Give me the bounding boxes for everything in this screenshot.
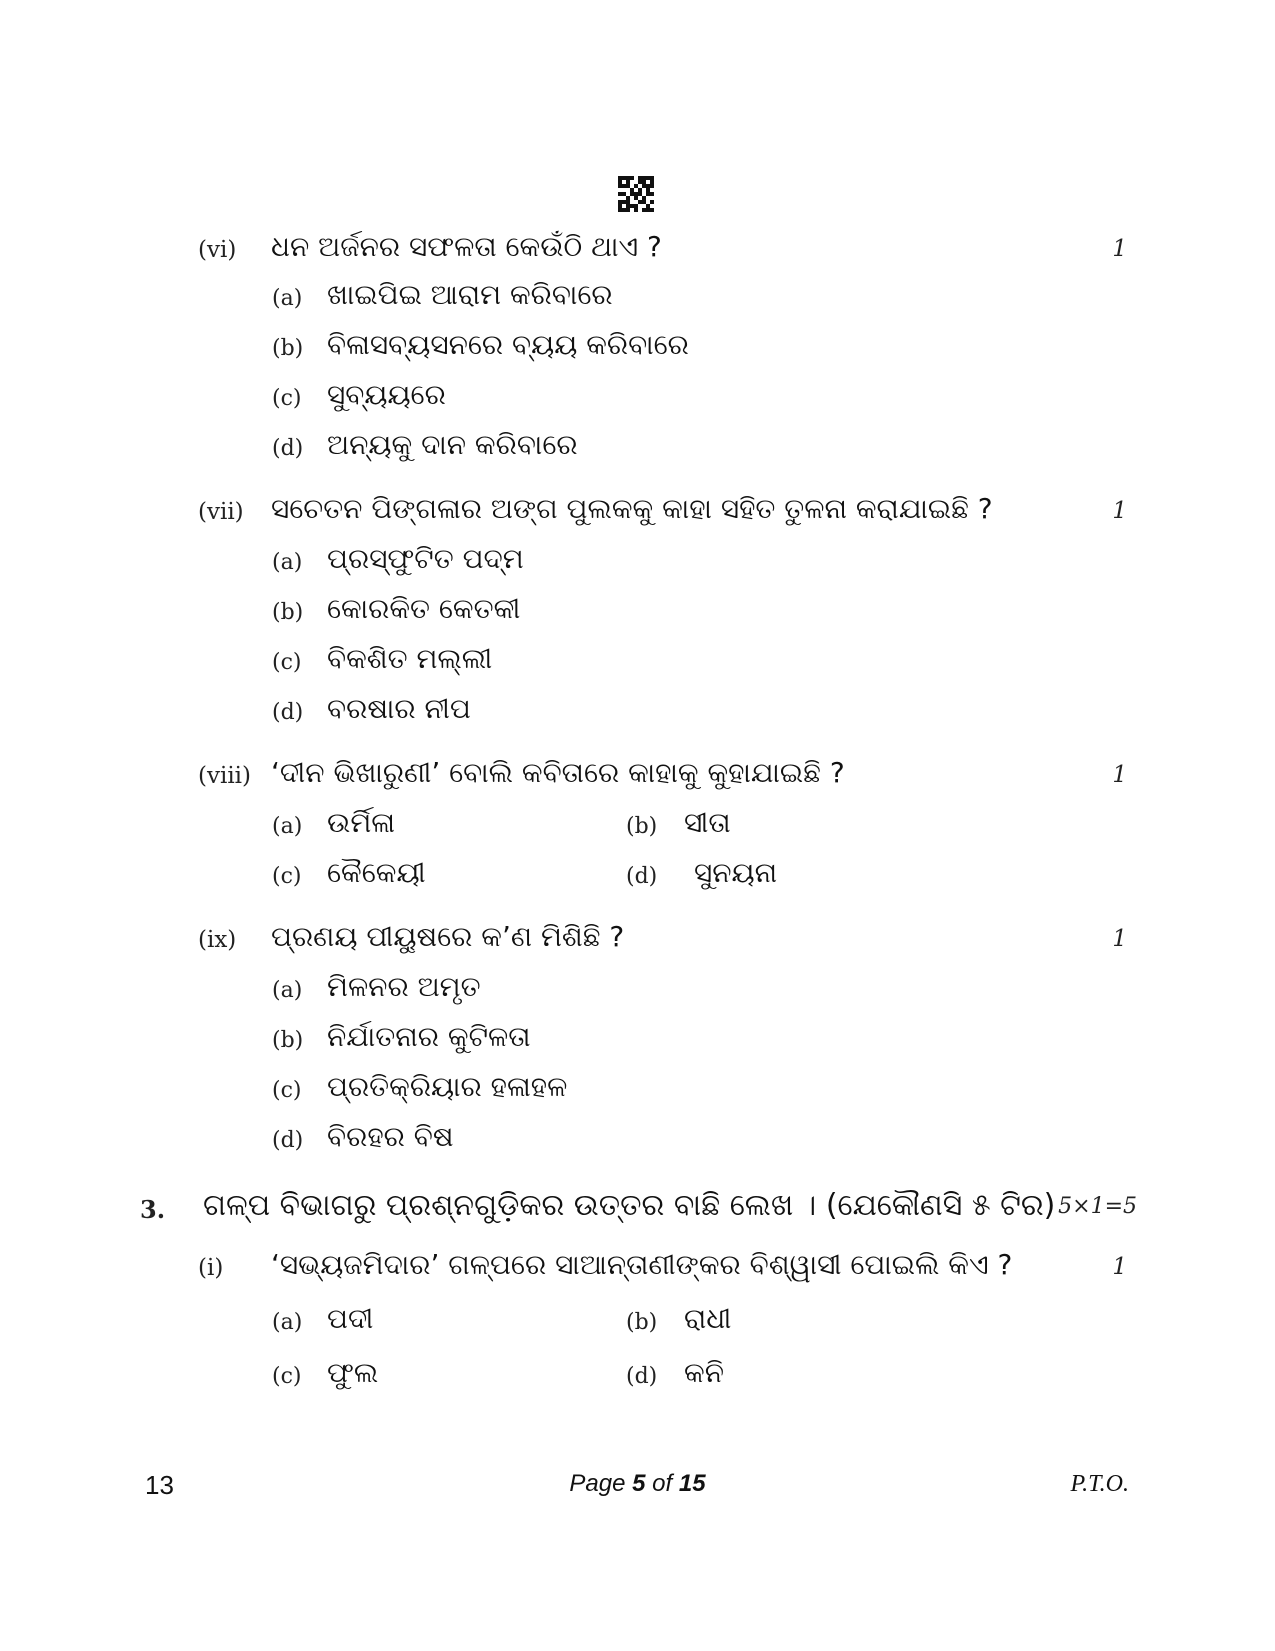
option-text: ସୀତା <box>684 806 731 839</box>
question-viii <box>0 754 1275 794</box>
question-ix <box>0 918 1275 958</box>
option-text: ବରଷାର ନୀପ <box>327 692 471 725</box>
option-text: କୈକେୟୀ <box>327 856 426 889</box>
option-row <box>0 968 1275 1008</box>
option-text: ଖାଇପିଇ ଆରାମ କରିବାରେ <box>327 278 613 311</box>
option-label: (b) <box>272 1028 304 1053</box>
qr-code-icon <box>618 176 654 212</box>
option-text: ମିଳନର ଅମୃତ <box>327 970 481 1003</box>
question-number: (ix) <box>198 927 237 953</box>
option-row <box>0 854 1275 894</box>
option-row <box>0 804 1275 844</box>
option-row <box>0 1354 1275 1394</box>
question-text: ‘ଦୀନ ଭିଖାରୁଣୀ’ ବୋଲି କବିତାରେ କାହାକୁ କୁହାଯାଇଛି ? <box>271 756 845 789</box>
option-label: (b) <box>272 336 304 361</box>
option-text: ବିକଶିତ ମଲ୍ଲୀ <box>327 642 493 675</box>
option-text: ନିର୍ଯାତନାର କୁଟିଳତା <box>327 1020 531 1053</box>
question-number: (i) <box>198 1255 224 1281</box>
option-text: ରାଧୀ <box>684 1302 732 1335</box>
option-text: ଫୁଲ <box>327 1356 379 1389</box>
option-row <box>0 540 1275 580</box>
section-3-heading <box>0 1186 1275 1226</box>
option-label: (d) <box>626 1364 658 1389</box>
option-text: ବିଳାସବ୍ୟସନରେ ବ୍ୟୟ କରିବାରେ <box>327 328 689 361</box>
section-number: 3. <box>140 1195 166 1224</box>
section-instruction: ଗଳ୍ପ ବିଭାଗରୁ ପ୍ରଶ୍ନଗୁଡ଼ିକର ଉତ୍ତର ବାଛି ଲେଖ । (ଯେକୌଣସି ୫ ଟିର) <box>203 1188 1056 1223</box>
question-3-i <box>0 1246 1275 1286</box>
option-text: ଉର୍ମିଳା <box>327 806 396 839</box>
option-row <box>0 426 1275 466</box>
option-row <box>0 640 1275 680</box>
option-row <box>0 1300 1275 1340</box>
pto-label: P.T.O. <box>1070 1471 1129 1497</box>
question-text: ‘ସଭ୍ୟଜମିଦାର’ ଗଳ୍ପରେ ସାଆନ୍ତାଣୀଙ୍କର ବିଶ୍ୱାସୀ ପୋଇଲି କିଏ ? <box>271 1248 1013 1281</box>
option-label: (c) <box>272 386 302 411</box>
question-number: (vii) <box>198 499 244 525</box>
option-label: (c) <box>272 650 302 675</box>
option-row <box>0 376 1275 416</box>
option-text: ପ୍ରସ୍ଫୁଟିତ ପଦ୍ମ <box>327 542 524 575</box>
option-label: (c) <box>272 1078 302 1103</box>
option-label: (a) <box>272 1310 303 1335</box>
option-text: ପ୍ରତିକ୍ରିୟାର ହଳାହଳ <box>327 1070 568 1103</box>
option-label: (d) <box>626 864 658 889</box>
page-of: of <box>645 1470 679 1497</box>
option-label: (d) <box>272 700 304 725</box>
option-label: (d) <box>272 436 304 461</box>
option-text: କୋରକିତ କେତକୀ <box>327 592 521 625</box>
option-text: କନି <box>684 1356 724 1389</box>
question-mark: 1 <box>1112 926 1127 952</box>
option-text: ସୁବ୍ୟୟରେ <box>327 378 446 411</box>
question-vii <box>0 490 1275 530</box>
option-row <box>0 1018 1275 1058</box>
option-label: (a) <box>272 978 303 1003</box>
question-text: ସଚେତନ ପିଙ୍ଗଳାର ଅଙ୍ଗ ପୁଲକକୁ କାହା ସହିତ ତୁଳନା କରାଯାଇଛି ? <box>271 492 993 525</box>
option-text: ବିରହର ବିଷ <box>327 1120 454 1153</box>
question-number: (viii) <box>198 763 252 789</box>
paper-code: 13 <box>145 1470 174 1500</box>
option-row <box>0 276 1275 316</box>
question-vi <box>0 228 1275 268</box>
option-text: ସୁନୟନା <box>694 856 778 889</box>
option-label: (d) <box>272 1128 304 1153</box>
page-prefix: Page <box>569 1470 633 1497</box>
page-current: 5 <box>632 1470 646 1497</box>
option-label: (c) <box>272 1364 302 1389</box>
question-mark: 1 <box>1112 1254 1127 1280</box>
option-label: (a) <box>272 286 303 311</box>
option-text: ପଦୀ <box>327 1302 374 1335</box>
option-label: (b) <box>626 814 658 839</box>
option-label: (b) <box>272 600 304 625</box>
option-row <box>0 326 1275 366</box>
question-text: ପ୍ରଣୟ ପୀୟୁଷରେ କ’ଣ ମିଶିଛି ? <box>271 920 625 953</box>
question-mark: 1 <box>1112 498 1127 524</box>
question-text: ଧନ ଅର୍ଜନର ସଫଳତା କେଉଁଠି ଥାଏ ? <box>271 230 662 263</box>
option-label: (a) <box>272 550 303 575</box>
option-text: ଅନ୍ୟକୁ ଦାନ କରିବାରେ <box>327 428 578 461</box>
section-marks: 5×1=5 <box>1058 1194 1137 1219</box>
question-mark: 1 <box>1112 762 1127 788</box>
option-row <box>0 690 1275 730</box>
question-number: (vi) <box>198 237 237 263</box>
option-row <box>0 1118 1275 1158</box>
question-mark: 1 <box>1112 236 1127 262</box>
option-row <box>0 1068 1275 1108</box>
option-label: (b) <box>626 1310 658 1335</box>
option-label: (a) <box>272 814 303 839</box>
option-label: (c) <box>272 864 302 889</box>
option-row <box>0 590 1275 630</box>
page-total: 15 <box>678 1470 706 1497</box>
